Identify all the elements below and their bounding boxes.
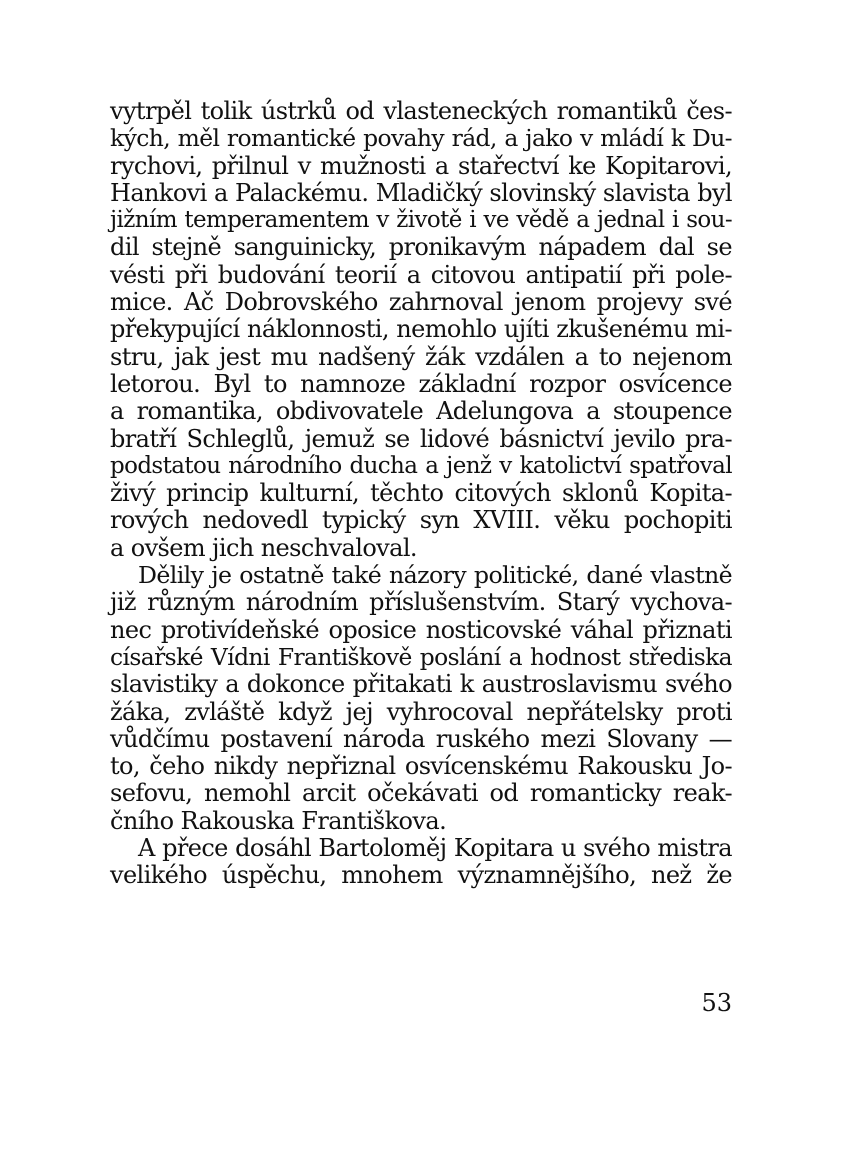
text-line: již různým národním příslušenstvím. Starý vychova- [110, 588, 732, 617]
text-line: vytrpěl tolik ústrků od vlasteneckých romantiků čes- [110, 97, 732, 125]
text-line: stru, jak jest mu nadšený žák vzdálen a to nejenom [110, 342, 732, 371]
text-line: A přece dosáhl Bartoloměj Kopitara u svého mistra [138, 834, 732, 863]
page-body-text [110, 98, 732, 890]
text-line: vésti při budování teorií a citovou antipatií při pole- [110, 260, 732, 289]
text-line: velikého úspěchu, mnohem významnějšího, než že [110, 861, 732, 890]
text-line: živý princip kulturní, těchto citových sklonů Kopita- [110, 479, 732, 508]
text-line: dil stejně sanguinicky, pronikavým nápadem dal se [110, 233, 732, 262]
text-line: nec protivídeňské oposice nosticovské váhal přiznati [110, 615, 732, 644]
text-line: podstatou národního ducha a jenž v katolictví spatřoval [110, 452, 732, 479]
text-line: překypující náklonnosti, nemohlo ujíti zkušenému mi- [110, 315, 732, 344]
text-line: Hankovi a Palackému. Mladičký slovinský slavista byl [110, 178, 732, 207]
text-line: čního Rakouska Františkova. [110, 806, 447, 835]
text-line: Dělily je ostatně také názory politické, dané vlastně [138, 561, 732, 590]
text-line: a ovšem jich neschvaloval. [110, 533, 417, 562]
page-number: 53 [701, 989, 732, 1017]
text-line: letorou. Byl to namnoze základní rozpor osvícence [110, 369, 732, 398]
text-line: jižním temperamentem v životě i ve vědě a jednal i sou- [110, 207, 732, 234]
text-line: mice. Ač Dobrovského zahrnoval jenom projevy své [110, 288, 732, 317]
text-line: žáka, zvláště když jej vyhrocoval nepřátelsky proti [110, 697, 732, 726]
text-line: sefovu, nemohl arcit očekávati od romanticky reak- [110, 779, 732, 808]
text-line: rových nedovedl typický syn XVIII. věku pochopiti [110, 506, 732, 535]
text-line: rychovi, přilnul v mužnosti a stařectví ke Kopitarovi, [110, 151, 732, 180]
text-line: kých, měl romantické povahy rád, a jako v mládí k Du- [110, 124, 732, 153]
text-line: vůdčímu postavení národa ruského mezi Slovany — [110, 724, 732, 753]
text-line: císařské Vídni Františkově poslání a hodnost střediska [110, 642, 732, 671]
text-line: bratří Schleglů, jemuž se lidové básnictví jevilo pra- [110, 424, 732, 453]
text-line: slavistiky a dokonce přitakati k austroslavismu svého [110, 670, 732, 699]
text-line: a romantika, obdivovatele Adelungova a stoupence [110, 397, 732, 426]
text-line: to, čeho nikdy nepřiznal osvícenskému Rakousku Jo- [110, 752, 732, 781]
